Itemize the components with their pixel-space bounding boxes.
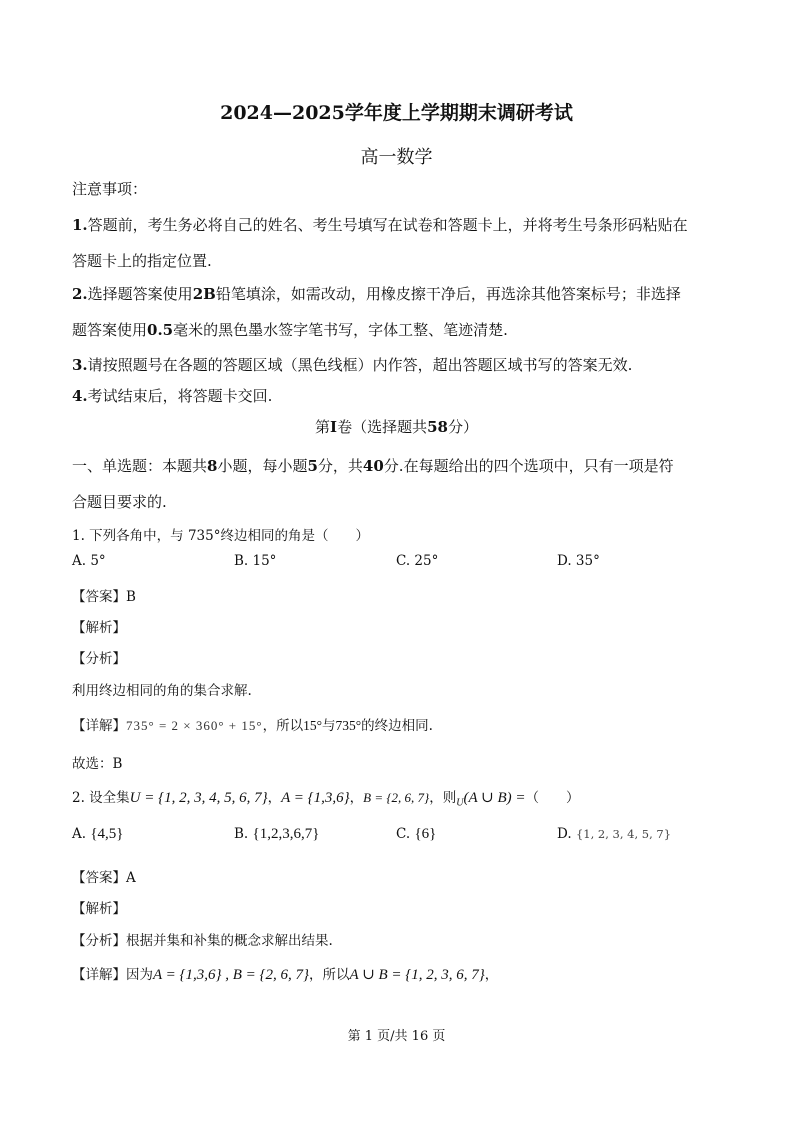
q1-option-d: D. 35°: [557, 553, 600, 569]
q2-detail-b: ，所以: [309, 967, 350, 983]
section-1-e: 分，共: [317, 457, 363, 475]
q2-stem: [72, 786, 580, 809]
notice-item-3-number: 3.: [72, 356, 88, 374]
notice-item-3: [72, 354, 632, 375]
q2-answer-value: A: [126, 870, 136, 886]
exam-title: [0, 98, 793, 125]
page-number: 第 1 页/共 16 页: [347, 1029, 446, 1044]
notice-item-1-text: 答题前，考生务必将自己的姓名、考生号填写在试卷和答题卡上，并将考生号条形码粘贴在: [87, 216, 688, 234]
q1-option-a: A. 5°: [72, 553, 106, 569]
notice-item-2-line-1: [72, 283, 681, 304]
q2-option-a-label: A.: [72, 826, 87, 842]
section-1-line-2: 合题目要求的.: [72, 493, 167, 511]
notice-item-4-number: 4.: [72, 387, 88, 405]
section-1-total: 40: [362, 457, 384, 475]
q1-detail-mid-2: 与: [322, 718, 336, 734]
volume-heading: [0, 416, 793, 437]
q2-detail-union: A ∪ B = {1, 2, 3, 6, 7}: [349, 967, 485, 983]
q1-stem: 1. 下列各角中，与 735°终边相同的角是（ ）: [72, 528, 369, 544]
notice-item-1-line-1: [72, 214, 688, 235]
q1-option-c: C. 25°: [396, 553, 439, 569]
q2-option-a-value: {4,5}: [90, 826, 124, 842]
notice-item-2-text-e: 毫米的黑色墨水签字笔书写，字体工整、笔迹清楚.: [173, 321, 508, 339]
q2-universal-set: U = {1, 2, 3, 4, 5, 6, 7}: [129, 790, 268, 806]
notice-item-1-number: 1.: [72, 216, 88, 234]
section-1-each: 5: [307, 457, 318, 475]
q1-detail-formula: 735° = 2 × 360° + 15°: [126, 718, 263, 733]
q2-detail: [72, 963, 498, 984]
notice-item-2-line-2: [72, 319, 508, 340]
q2-complement-subscript: U: [456, 797, 464, 809]
q1-detail-mid: ，所以: [262, 718, 304, 734]
q2-option-d-value: {1, 2, 3, 4, 5, 7}: [575, 827, 672, 841]
volume-a: 第: [315, 418, 331, 436]
q2-option-c-value: {6}: [414, 826, 437, 842]
q2-option-c-label: C.: [396, 826, 411, 842]
q1-option-b: B. 15°: [234, 553, 277, 569]
q2-set-b: B = {2, 6, 7}: [363, 790, 430, 805]
q1-answer: [72, 585, 136, 605]
section-1-count: 8: [207, 457, 218, 475]
q2-detail-c: ，: [484, 967, 499, 983]
q2-detail-tag: 【详解】: [72, 967, 126, 983]
pencil-grade: 2B: [192, 285, 216, 303]
q2-detail-sets: A = {1,3,6} , B = {2, 6, 7}: [153, 967, 310, 983]
q1-detail-tag: 【详解】: [72, 718, 126, 734]
exam-year: 2024—2025: [220, 102, 345, 124]
q2-expression: (A ∪ B) =: [463, 790, 526, 806]
q2-option-b: [234, 826, 319, 843]
q2-jiexi-tag: 【解析】: [72, 901, 126, 917]
notice-item-2-text-d: 题答案使用: [72, 321, 148, 339]
volume-points: 58: [427, 418, 448, 436]
q1-jiexi-tag: 【解析】: [72, 620, 126, 636]
q1-detail: [72, 714, 433, 734]
q2-option-d: [557, 826, 671, 842]
q2-answer: [72, 866, 136, 886]
notice-item-4-text: 考试结束后，将答题卡交回.: [87, 387, 273, 405]
volume-c: 卷（选择题共: [337, 418, 428, 436]
q2-option-b-value: {1,2,3,6,7}: [252, 826, 320, 842]
q2-then: ，则: [429, 790, 457, 806]
notice-item-4: [72, 385, 272, 406]
q2-fenxi: [72, 929, 333, 949]
q2-fenxi-tag: 【分析】: [72, 933, 126, 949]
q2-sep-2: ，: [349, 790, 364, 806]
q2-option-a: [72, 826, 124, 843]
q2-paren: （ ）: [525, 790, 580, 806]
section-1-line-1: [72, 455, 674, 476]
notice-item-2-text-a: 选择题答案使用: [87, 285, 193, 303]
q2-option-c: [396, 826, 436, 843]
q1-detail-value-1: 15°: [303, 718, 322, 733]
q1-detail-value-2: 735°: [335, 718, 362, 733]
notice-item-2-number: 2.: [72, 285, 88, 303]
volume-roman: I: [330, 418, 338, 436]
q1-choose: 故选：B: [72, 756, 123, 772]
q2-set-a: A = {1,3,6}: [281, 790, 350, 806]
q2-option-b-label: B.: [234, 826, 249, 842]
q1-detail-end: 的终边相同.: [361, 718, 433, 734]
q1-answer-tag: 【答案】: [72, 589, 126, 605]
notice-item-1-line-2: 答题卡上的指定位置.: [72, 252, 212, 270]
q2-answer-tag: 【答案】: [72, 870, 126, 886]
notice-item-2-text-c: 铅笔填涂，如需改动，用橡皮擦干净后，再选涂其他答案标号；非选择: [215, 285, 681, 303]
notice-item-3-text: 请按照题号在各题的答题区域（黑色线框）内作答，超出答题区域书写的答案无效.: [87, 356, 633, 374]
q2-sep-1: ，: [267, 790, 282, 806]
q2-stem-prefix: 2. 设全集: [72, 790, 130, 806]
section-1-g: 分.在每题给出的四个选项中，只有一项是符: [383, 457, 674, 475]
section-1-a: 一、单选题：本题共: [72, 457, 208, 475]
exam-title-text: 学年度上学期期末调研考试: [344, 102, 573, 124]
q1-fenxi-tag: 【分析】: [72, 651, 126, 667]
q1-answer-value: B: [126, 589, 136, 605]
q2-option-d-label: D.: [557, 826, 572, 842]
q2-detail-a: 因为: [126, 967, 153, 983]
q1-fenxi-text: 利用终边相同的角的集合求解.: [72, 683, 252, 699]
q2-fenxi-text: 根据并集和补集的概念求解出结果.: [126, 933, 333, 949]
volume-e: 分）: [447, 418, 478, 436]
section-1-c: 小题，每小题: [217, 457, 308, 475]
notice-heading: 注意事项：: [72, 180, 148, 198]
exam-subject: 高一数学: [360, 147, 433, 168]
pen-width: 0.5: [147, 321, 174, 339]
